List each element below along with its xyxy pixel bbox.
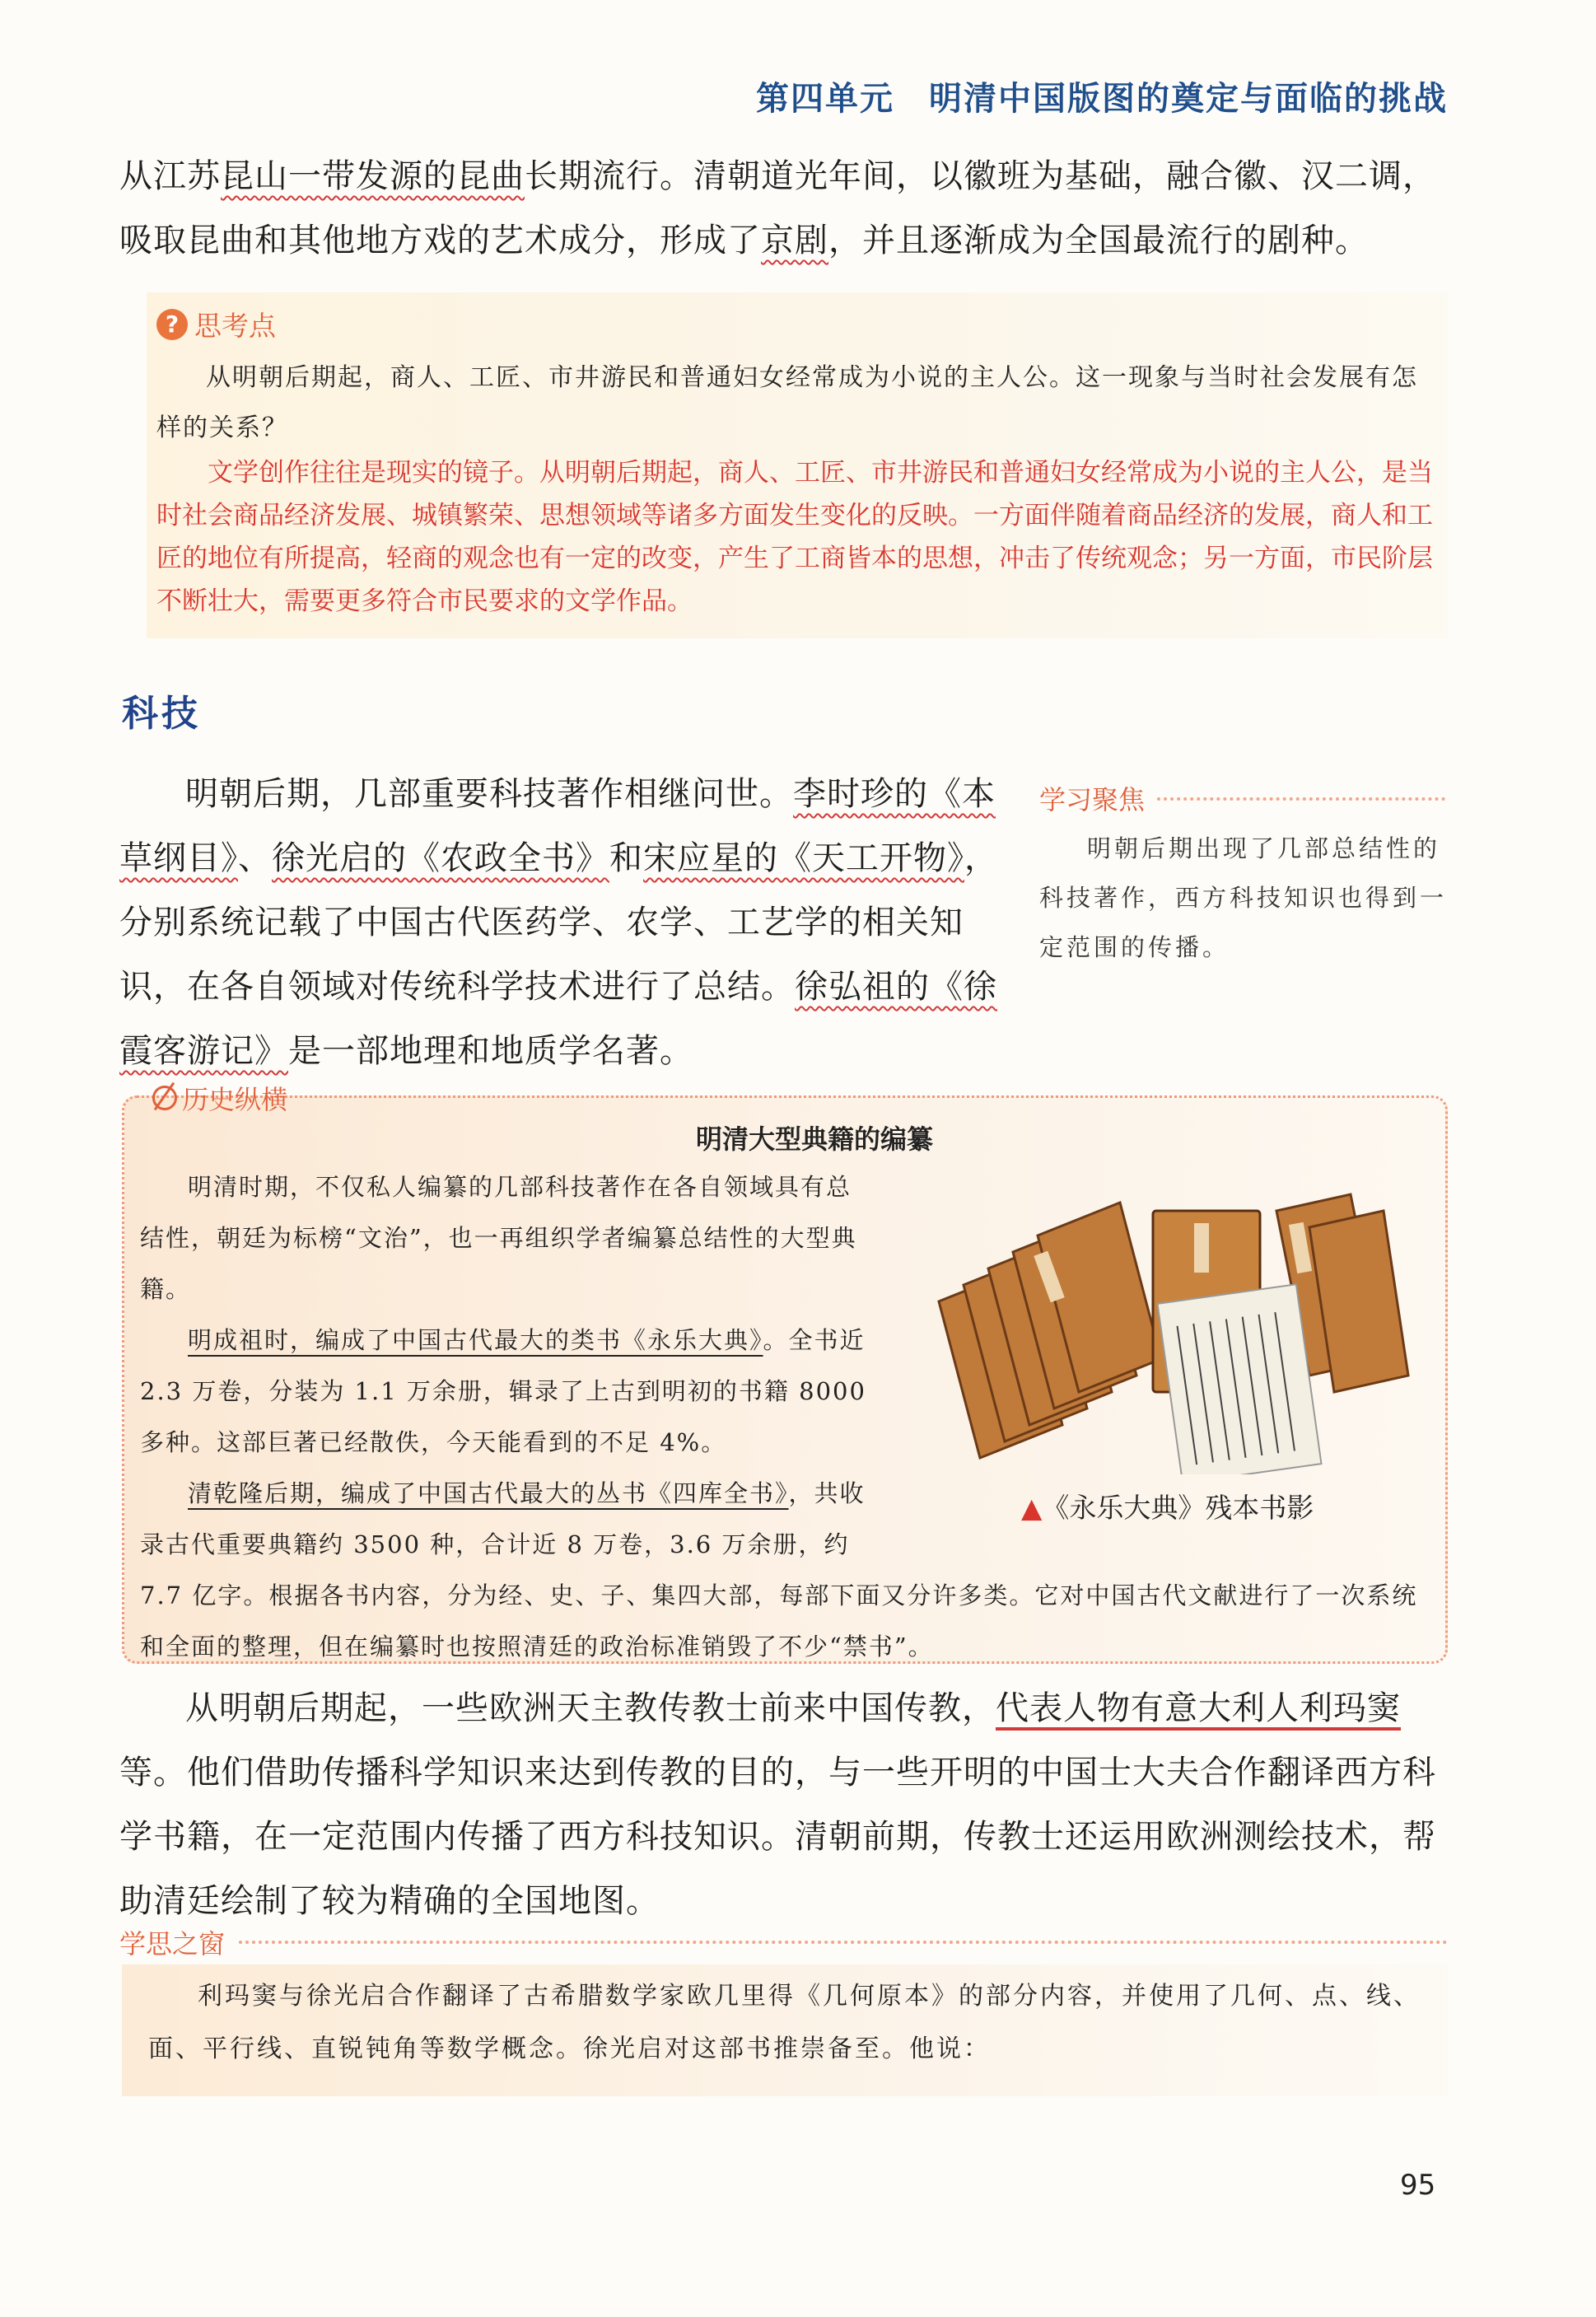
intro-paragraph: 从江苏昆山一带发源的昆曲长期流行。清朝道光年间，以徽班为基础，融合徽、汉二调，吸取昆曲和其他地方戏的艺术成分，形成了京剧，并且逐渐成为全国最流行的剧种。 <box>119 157 1436 259</box>
history-p2: 明成祖时，编成了中国古代最大的类书《永乐大典》。全书近 2.3 万卷，分装为 1.1 万余册，辑录了上古到明初的书籍 8000 多种。这部巨著已经散佚，今天能看到的不足 4%。 <box>140 1326 866 1456</box>
history-p3b: 7.7 亿字。根据各书内容，分为经、史、子、集四大部，每部下面又分许多类。它对中国古代文献进行了一次系统和全面的整理，但在编纂时也按照清廷的政治标准销毁了不少“禁书”。 <box>140 1581 1418 1661</box>
window-label: 学思之窗 <box>119 1928 226 1960</box>
tiangong-underline: 宋应星的《天工开物》 <box>643 839 964 877</box>
think-answer: 文学创作往往是现实的镜子。从明朝后期起，商人、工匠、市井游民和普通妇女经常成为小说的主人公，是当时社会商品经济发展、城镇繁荣、思想领域等诸多方面发生变化的反映。一方面伴随着商品经济的发展，商人和工匠的地位有所提高，轻商的观念也有一定的改变，产生了工商皆本的思想，冲击了传统观念；另一方面，市民阶层不断壮大，需要更多符合市民要求的文学作品。 <box>156 458 1433 616</box>
xuxiake-underline: 徐弘祖的《徐霞客游记》 <box>119 968 997 1070</box>
history-label-text: 历史纵横 <box>182 1084 288 1115</box>
history-p1: 明清时期，不仅私人编纂的几部科技著作在各自领域具有总结性，朝廷为标榜“文治”，也一再组织学者编纂总结性的大型典籍。 <box>140 1173 857 1303</box>
triangle-icon: ▲ <box>1021 1492 1043 1524</box>
history-label <box>152 1079 287 1117</box>
page-number: 95 <box>1400 2169 1436 2202</box>
section-title: 科技 <box>122 693 201 735</box>
think-label <box>156 305 276 343</box>
history-p3a: 清乾隆后期，编成了中国古代最大的丛书《四库全书》，共收录古代重要典籍约 3500 种，合计近 8 万卷，3.6 万余册，约 <box>140 1479 866 1558</box>
window-divider <box>239 1941 1448 1944</box>
missionary-paragraph: 从明朝后期起，一些欧洲天主教传教士前来中国传教，代表人物有意大利人利玛窦等。他们借助传播科学知识来达到传教的目的，与一些开明的中国士大夫合作翻译西方科学书籍，在一定范围内传播了西方科技知识。清朝前期，传教士还运用欧洲测绘技术，帮助清廷绘制了较为精确的全国地图。 <box>119 1689 1436 1920</box>
think-label-text: 思考点 <box>194 310 276 342</box>
focus-divider <box>1157 797 1445 801</box>
unit-header-title: 第四单元 明清中国版图的奠定与面临的挑战 <box>756 80 1448 118</box>
history-heading: 明清大型典籍的编纂 <box>695 1123 933 1155</box>
yongle-underline: 明成祖时，编成了中国古代最大的类书《永乐大典》 <box>188 1326 763 1354</box>
ricci-underline: 代表人物有意大利人利玛窦 <box>996 1689 1401 1727</box>
kunqu-underline: 昆山一带发源的昆曲 <box>221 157 525 195</box>
jingju-underline: 京剧 <box>761 222 828 259</box>
window-text: 利玛窦与徐光启合作翻译了古希腊数学家欧几里得《几何原本》的部分内容，并使用了几何、点、线、面、平行线、直锐钝角等数学概念。徐光启对这部书推崇备至。他说： <box>148 1982 1421 2063</box>
compass-icon <box>152 1086 177 1110</box>
bencao-underline: 李时珍的《本草纲目》 <box>119 775 996 877</box>
science-paragraph: 明朝后期，几部重要科技著作相继问世。李时珍的《本草纲目》、徐光启的《农政全书》和宋应星的《天工开物》，分别系统记载了中国古代医药学、农学、工艺学的相关知识，在各自领域对传统科学技术进行了总结。徐弘祖的《徐霞客游记》是一部地理和地质学名著。 <box>119 775 998 1070</box>
think-question: 从明朝后期起，商人、工匠、市井游民和普通妇女经常成为小说的主人公。这一现象与当时社会发展有怎样的关系？ <box>156 363 1418 442</box>
siku-underline: 清乾隆后期，编成了中国古代最大的丛书《四库全书》 <box>188 1479 789 1507</box>
focus-label: 学习聚焦 <box>1039 784 1146 815</box>
question-icon: ? <box>156 309 188 340</box>
yongle-dadian-photo <box>922 1178 1416 1474</box>
nongzheng-underline: 徐光启的《农政全书》 <box>272 839 609 877</box>
photo-caption: ▲《永乐大典》残本书影 <box>1021 1492 1314 1524</box>
focus-text: 明朝后期出现了几部总结性的科技著作，西方科技知识也得到一定范围的传播。 <box>1039 834 1448 961</box>
